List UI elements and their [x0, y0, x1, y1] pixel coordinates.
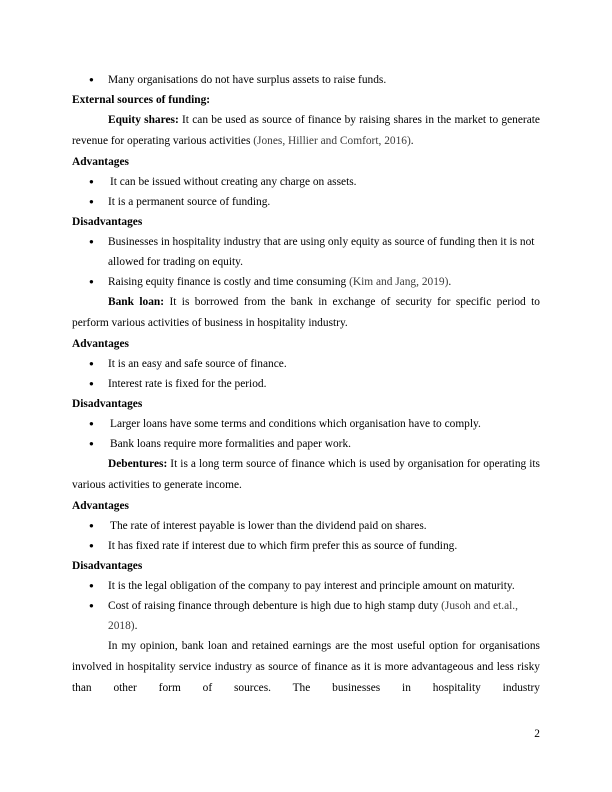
bullet-icon: ● [89, 237, 94, 246]
body-paragraph [72, 110, 540, 152]
paragraph-lead: Equity shares: [108, 114, 179, 126]
section-heading: Advantages [72, 338, 129, 350]
bullet-icon: ● [89, 197, 94, 206]
citation: (Jones, Hillier and Comfort, 2016) [253, 135, 411, 147]
bullet-text: It can be issued without creating any charge on assets. [110, 176, 357, 188]
bullet-text: Raising equity finance is costly and time consuming [108, 276, 350, 288]
bullet-item [72, 596, 540, 636]
bullet-item [72, 354, 540, 374]
bullet-icon: ● [89, 541, 94, 550]
page-number: 2 [534, 728, 540, 740]
page-content [72, 70, 540, 699]
paragraph-text: In my opinion, bank loan and retained earnings are the most useful option for organisations involved in hospitality service industry as source of finance as it is more advantageous and less risky than other form of sources. The businesses in hospitality industry [72, 640, 540, 694]
bullet-icon: ● [89, 177, 94, 186]
paragraph-lead: Bank loan: [108, 296, 165, 308]
bullet-text: The rate of interest payable is lower than the dividend paid on shares. [110, 520, 427, 532]
bullet-text: Businesses in hospitality industry that are using only equity as source of funding then it is not allowed for trading on equity. [108, 236, 535, 268]
bullet-icon: ● [89, 379, 94, 388]
section-heading: External sources of funding: [72, 94, 211, 106]
section-heading: Disadvantages [72, 560, 143, 572]
bullet-item [72, 272, 540, 292]
paragraph-text: It is a long term source of finance which is used by organisation for operating its various activities to generate income. [72, 458, 540, 491]
citation: (Kim and Jang, 2019) [349, 276, 449, 288]
punctuation: . [134, 620, 138, 632]
bullet-item [72, 374, 540, 394]
bullet-text: Cost of raising finance through debenture is high due to high stamp duty [108, 600, 442, 612]
bullet-item [72, 172, 540, 192]
paragraph-lead: Debentures: [108, 458, 168, 470]
bullet-text: It is the legal obligation of the company to pay interest and principle amount on maturity. [108, 580, 515, 592]
bullet-icon: ● [89, 75, 94, 84]
punctuation: . [448, 276, 452, 288]
bullet-icon: ● [89, 601, 94, 610]
bullet-item [72, 232, 540, 272]
bullet-icon: ● [89, 419, 94, 428]
paragraph-text: It is borrowed from the bank in exchange of security for specific period to perform various activities of business in hospitality industry. [72, 296, 540, 329]
citation: (Jusoh and et.al., 2018) [108, 600, 518, 632]
body-paragraph [72, 636, 540, 699]
bullet-item [72, 536, 540, 556]
section-heading: Advantages [72, 156, 129, 168]
bullet-text: It is an easy and safe source of finance. [108, 358, 287, 370]
bullet-icon: ● [89, 439, 94, 448]
body-paragraph [72, 454, 540, 496]
bullet-icon: ● [89, 521, 94, 530]
bullet-item [72, 414, 540, 434]
bullet-text: Many organisations do not have surplus assets to raise funds. [108, 74, 387, 86]
punctuation: . [410, 135, 414, 147]
bullet-item [72, 192, 540, 212]
bullet-text: It has fixed rate if interest due to which firm prefer this as source of funding. [108, 540, 458, 552]
bullet-item [72, 516, 540, 536]
section-heading: Advantages [72, 500, 129, 512]
section-heading: Disadvantages [72, 398, 143, 410]
bullet-item [72, 70, 540, 90]
bullet-text: Larger loans have some terms and conditions which organisation have to comply. [110, 418, 481, 430]
bullet-text: Bank loans require more formalities and paper work. [110, 438, 352, 450]
bullet-item [72, 576, 540, 596]
section-heading: Disadvantages [72, 216, 143, 228]
body-paragraph [72, 292, 540, 334]
bullet-icon: ● [89, 277, 94, 286]
paragraph-text: It can be used as source of finance by raising shares in the market to generate revenue for operating various activities [72, 114, 540, 147]
bullet-text: Interest rate is fixed for the period. [108, 378, 267, 390]
bullet-text: It is a permanent source of funding. [108, 196, 271, 208]
bullet-icon: ● [89, 359, 94, 368]
bullet-item [72, 434, 540, 454]
bullet-icon: ● [89, 581, 94, 590]
